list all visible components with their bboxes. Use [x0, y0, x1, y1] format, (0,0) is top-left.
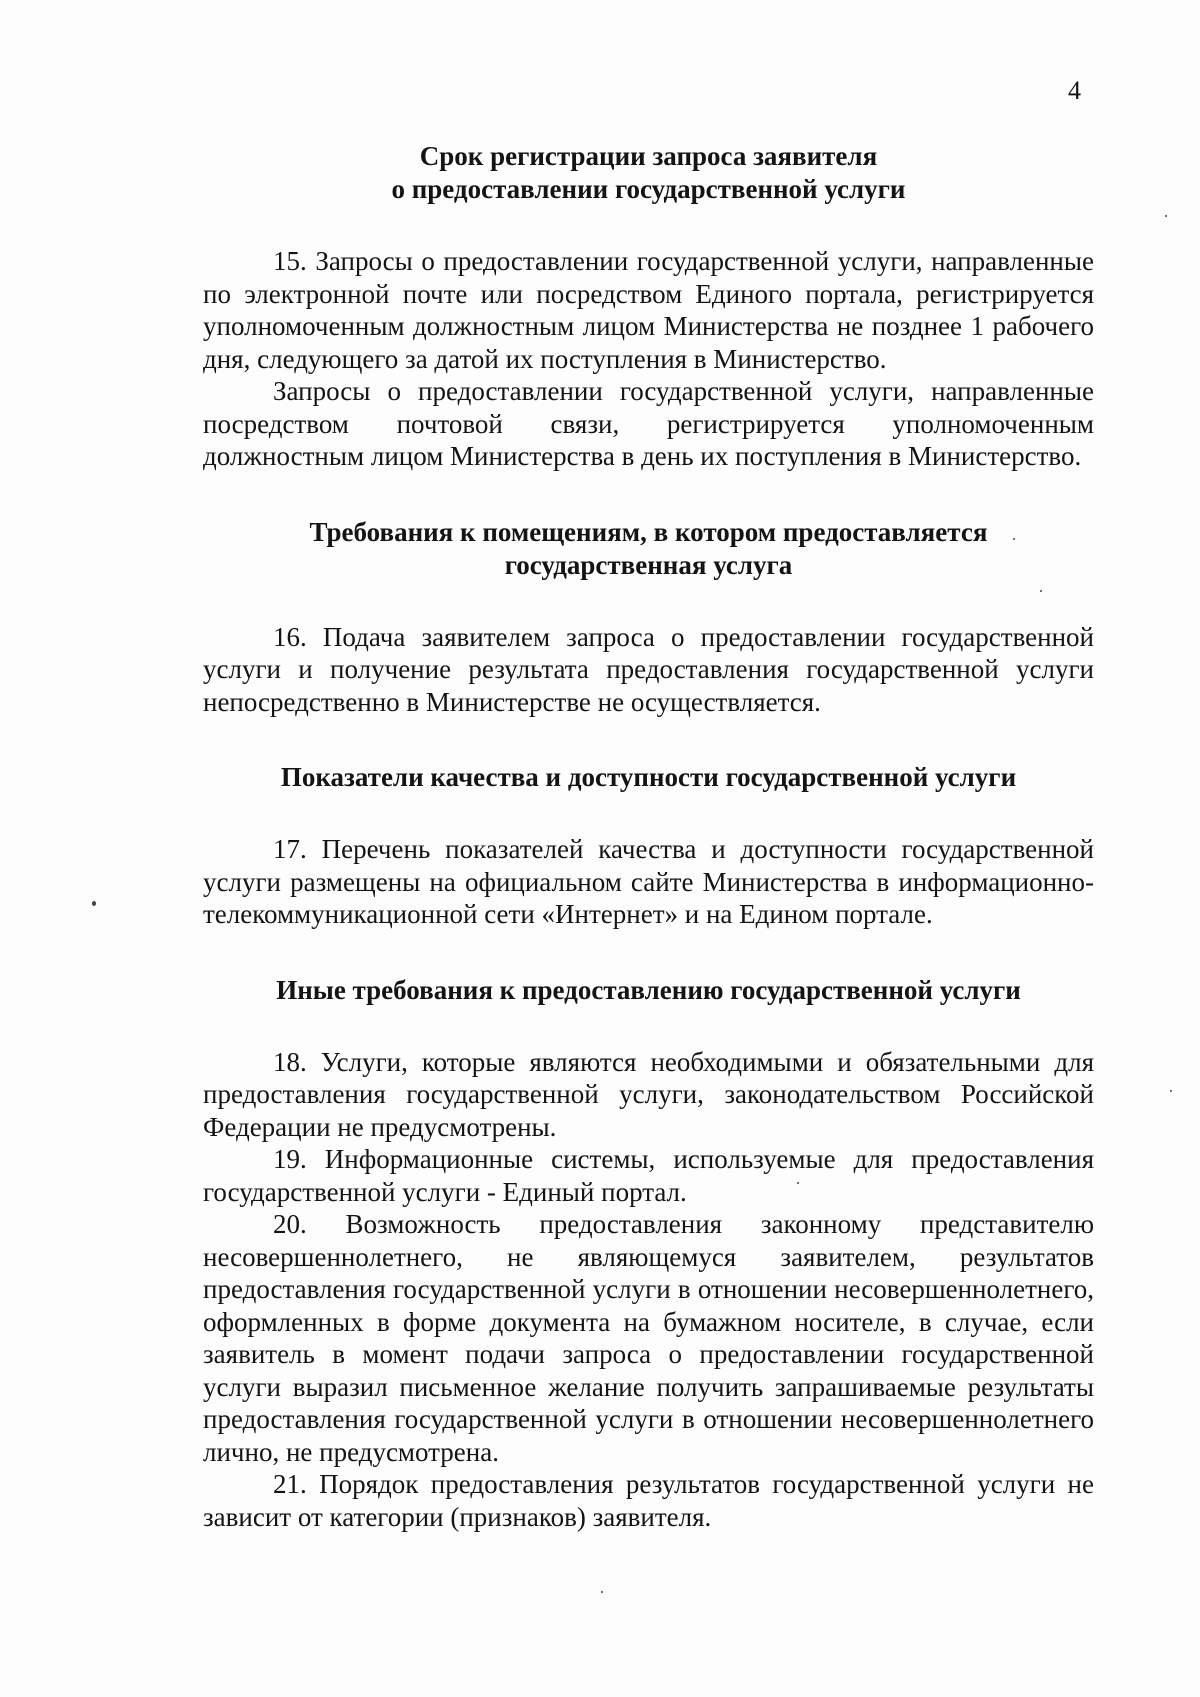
paragraph-21: 21. Порядок предоставления результатов государственной услуги не зависит от категории (признаков) заявителя.	[203, 1469, 1094, 1532]
section-title-line: Требования к помещениям, в котором предоставляется	[309, 516, 988, 547]
spacer	[203, 582, 1094, 621]
paragraph-20: 20. Возможность предоставления законному представителю несовершеннолетнего, не являющемуся заявителем, результатов предоставления государственной услуги в отношении несовершеннолетнего, оформленных в форме документа на бумажном носителе, в случае, если заявитель в момент подачи запроса о предоставлении государственной услуги выразил письменное желание получить запрашиваемые результаты предоставления государственной услуги в отношении несовершеннолетнего лично, не предусмотрена.	[203, 1209, 1094, 1467]
scan-speck	[1040, 590, 1042, 592]
paragraph-19: 19. Информационные системы, используемые для предоставления государственной услуги - Единый портал.	[203, 1144, 1094, 1207]
section-title-line: государственная услуга	[504, 549, 793, 580]
scan-speck	[92, 901, 96, 906]
scan-speck	[797, 1182, 799, 1184]
section-title-line: о предоставлении государственной услуги	[391, 174, 906, 204]
paragraph-17: 17. Перечень показателей качества и доступности государственной услуги размещены на официальном сайте Министерства в информационно-телекоммуникационной сети «Интернет» и на Едином портале.	[203, 834, 1094, 929]
section-title-line: Иные требования к предоставлению государственной услуги	[276, 974, 1021, 1005]
paragraph-15: 15. Запросы о предоставлении государственной услуги, направленные по электронной почте или посредством Единого портала, регистрируется уполномоченным должностным лицом Министерства не позднее 1 рабочего дня, следующего за датой их поступления в Министерство.	[203, 246, 1094, 374]
scan-speck	[1170, 1090, 1172, 1092]
page-number: 4	[1068, 76, 1081, 105]
spacer	[203, 473, 1094, 516]
spacer	[203, 931, 1094, 974]
scan-speck	[1165, 215, 1167, 217]
spacer	[203, 206, 1094, 245]
section-title-premises-requirements	[203, 516, 1094, 582]
document-body	[203, 140, 1094, 1533]
section-title-quality-indicators	[203, 761, 1094, 794]
section-title-line: Показатели качества и доступности государственной услуги	[280, 762, 1017, 792]
section-title-registration-deadline	[203, 140, 1094, 206]
spacer	[203, 1007, 1094, 1046]
scan-speck	[1013, 538, 1015, 540]
paragraph-18: 18. Услуги, которые являются необходимыми и обязательными для предоставления государственной услуги, законодательством Российской Федерации не предусмотрены.	[203, 1046, 1094, 1142]
spacer	[203, 794, 1094, 833]
section-title-other-requirements	[203, 974, 1094, 1007]
paragraph-15-cont: Запросы о предоставлении государственной услуги, направленные посредством почтовой связи, регистрируется уполномоченным должностным лицом Министерства в день их поступления в Министерство.	[203, 376, 1094, 471]
section-title-line: Срок регистрации запроса заявителя	[419, 141, 878, 171]
spacer	[203, 718, 1094, 761]
paragraph-16: 16. Подача заявителем запроса о предоставлении государственной услуги и получение результата предоставления государственной услуги непосредственно в Министерстве не осуществляется.	[203, 621, 1094, 717]
scan-speck	[601, 1591, 603, 1593]
